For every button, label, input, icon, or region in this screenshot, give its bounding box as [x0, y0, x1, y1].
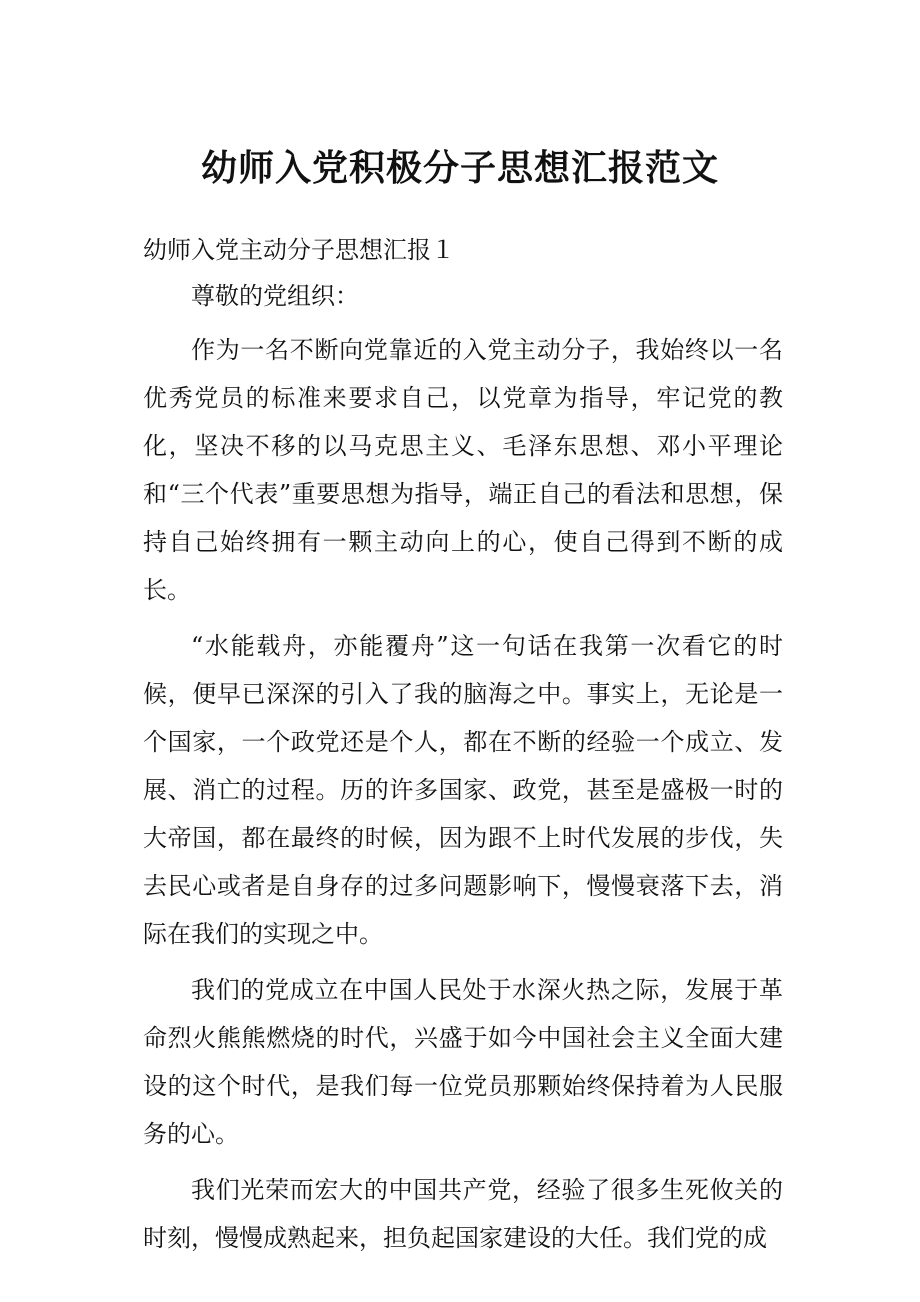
document-title: 幼师入党积极分子思想汇报范文	[200, 147, 719, 189]
paragraph: “水能载舟，亦能覆舟”这一句话在我第一次看它的时候，便早已深深的引入了我的脑海之中。事实上，无论是一个国家，一个政党还是个人，都在不断的经验一个成立、发展、消亡的过程。历的许多国家、政党，甚至是盛极一时的大帝国，都在最终的时候，因为跟不上时代发展的步伐，失去民心或者是自身存的过多问题影响下，慢慢衰落下去，消际在我们的实现之中。	[143, 632, 783, 948]
paragraph: 我们光荣而宏大的中国共产党，经验了很多生死攸关的时刻，慢慢成熟起来，担负起国家建设的大任。我们党的成	[143, 1176, 783, 1252]
document-body	[143, 272, 783, 1262]
salutation: 尊敬的党组织：	[191, 282, 359, 310]
paragraph: 作为一名不断向党靠近的入党主动分子，我始终以一名优秀党员的标准来要求自己，以党章为指导，牢记党的教化，坚决不移的以马克思主义、毛泽东思想、邓小平理论和“三个代表”重要思想为指导，端正自己的看法和思想，保持自己始终拥有一颗主动向上的心，使自己得到不断的成长。	[143, 336, 783, 604]
paragraph: 我们的党成立在中国人民处于水深火热之际，发展于革命烈火熊熊燃烧的时代，兴盛于如今中国社会主义全面大建设的这个时代，是我们每一位党员那颗始终保持着为人民服务的心。	[143, 976, 783, 1148]
document-subtitle: 幼师入党主动分子思想汇报１	[143, 236, 455, 264]
